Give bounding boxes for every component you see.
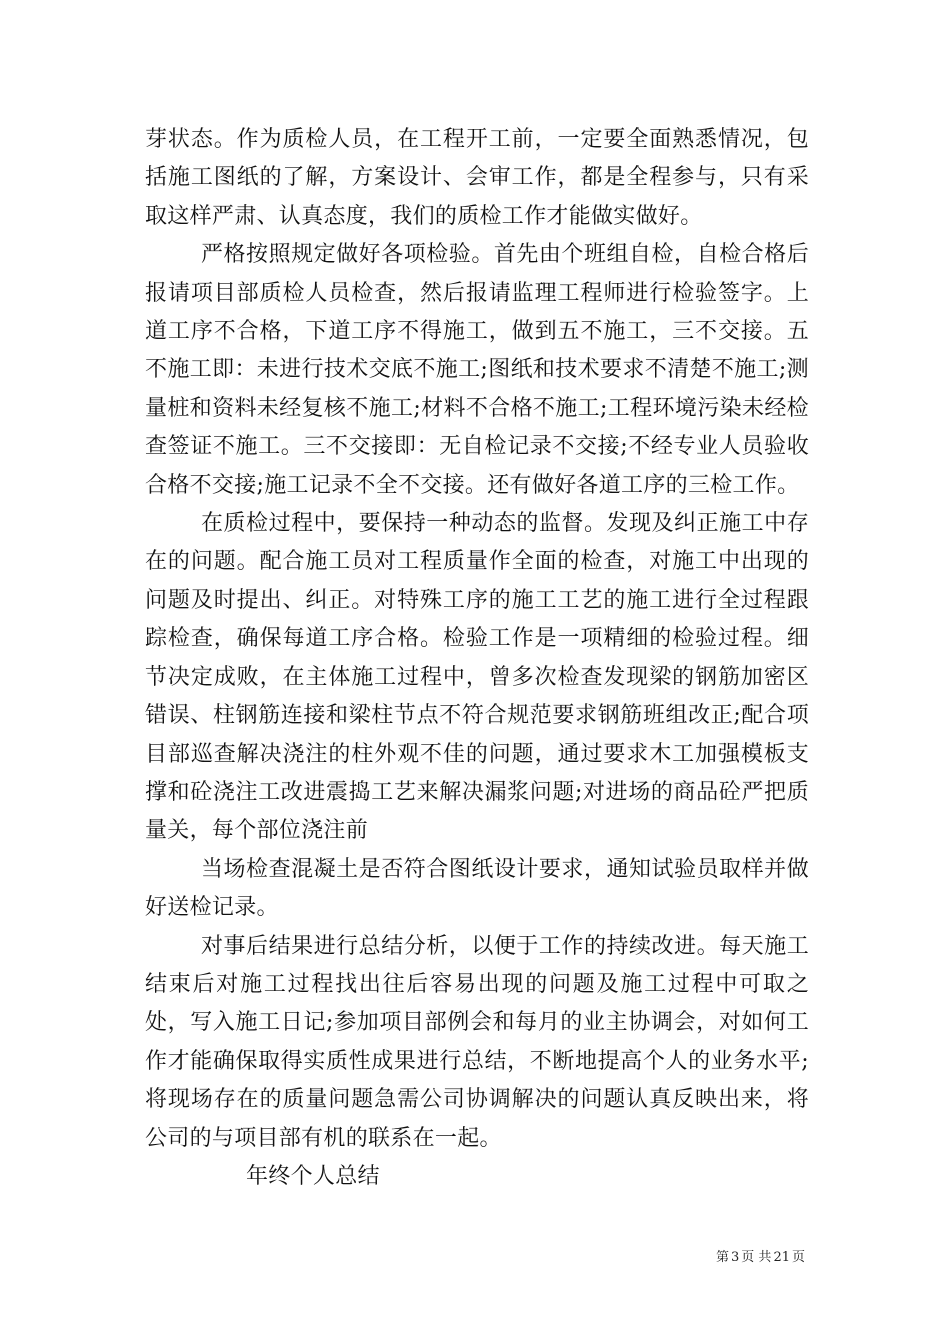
paragraph-summary-analysis: 对事后结果进行总结分析，以便于工作的持续改进。每天施工结束后对施工过程找出往后容易出现的问题及施工过程中可取之处，写入施工日记;参加项目部例会和每月的业主协调会，对如何工作才能确保取得实质性成果进行总结，不断地提高个人的业务水平;将现场存在的质量问题急需公司协调解决的问题认真反映出来，将公司的与项目部有机的联系在一起。 (145, 933, 809, 1151)
footer-total-pages: 21 (773, 1250, 790, 1265)
section-heading: 年终个人总结 (246, 1163, 380, 1189)
paragraph-concrete-check: 当场检查混凝土是否符合图纸设计要求，通知试验员取样并做好送检记录。 (145, 856, 809, 921)
page-number-footer (0, 1246, 806, 1265)
footer-middle: 页 共 (741, 1250, 772, 1265)
paragraph-inspection-rules: 严格按照规定做好各项检验。首先由个班组自检，自检合格后报请项目部质检人员检查，然后报请监理工程师进行检验签字。上道工序不合格，下道工序不得施工，做到五不施工，三不交接。五不施工即：未进行技术交底不施工;图纸和技术要求不清楚不施工;测量桩和资料未经复核不施工;材料不合格不施工;工程环境污染未经检查签证不施工。三不交接即：无自检记录不交接;不经专业人员验收合格不交接;施工记录不全不交接。还有做好各道工序的三检工作。 (145, 242, 809, 498)
paragraph-continued: 芽状态。作为质检人员，在工程开工前，一定要全面熟悉情况，包括施工图纸的了解，方案设计、会审工作，都是全程参与，只有采取这样严肃、认真态度，我们的质检工作才能做实做好。 (145, 127, 809, 229)
paragraph-dynamic-supervision: 在质检过程中，要保持一种动态的监督。发现及纠正施工中存在的问题。配合施工员对工程质量作全面的检查，对施工中出现的问题及时提出、纠正。对特殊工序的施工工艺的施工进行全过程跟踪检查，确保每道工序合格。检验工作是一项精细的检验过程。细节决定成败，在主体施工过程中，曾多次检查发现梁的钢筋加密区错误、柱钢筋连接和梁柱节点不符合规范要求钢筋班组改正;配合项目部巡查解决浇注的柱外观不佳的问题，通过要求木工加强模板支撑和砼浇注工改进震捣工艺来解决漏浆问题;对进场的商品砼严把质量关，每个部位浇注前 (145, 511, 809, 844)
footer-page-number: 3 (731, 1250, 740, 1265)
footer-suffix: 页 (791, 1250, 805, 1265)
footer-prefix: 第 (716, 1250, 730, 1265)
document-body (145, 121, 809, 1196)
